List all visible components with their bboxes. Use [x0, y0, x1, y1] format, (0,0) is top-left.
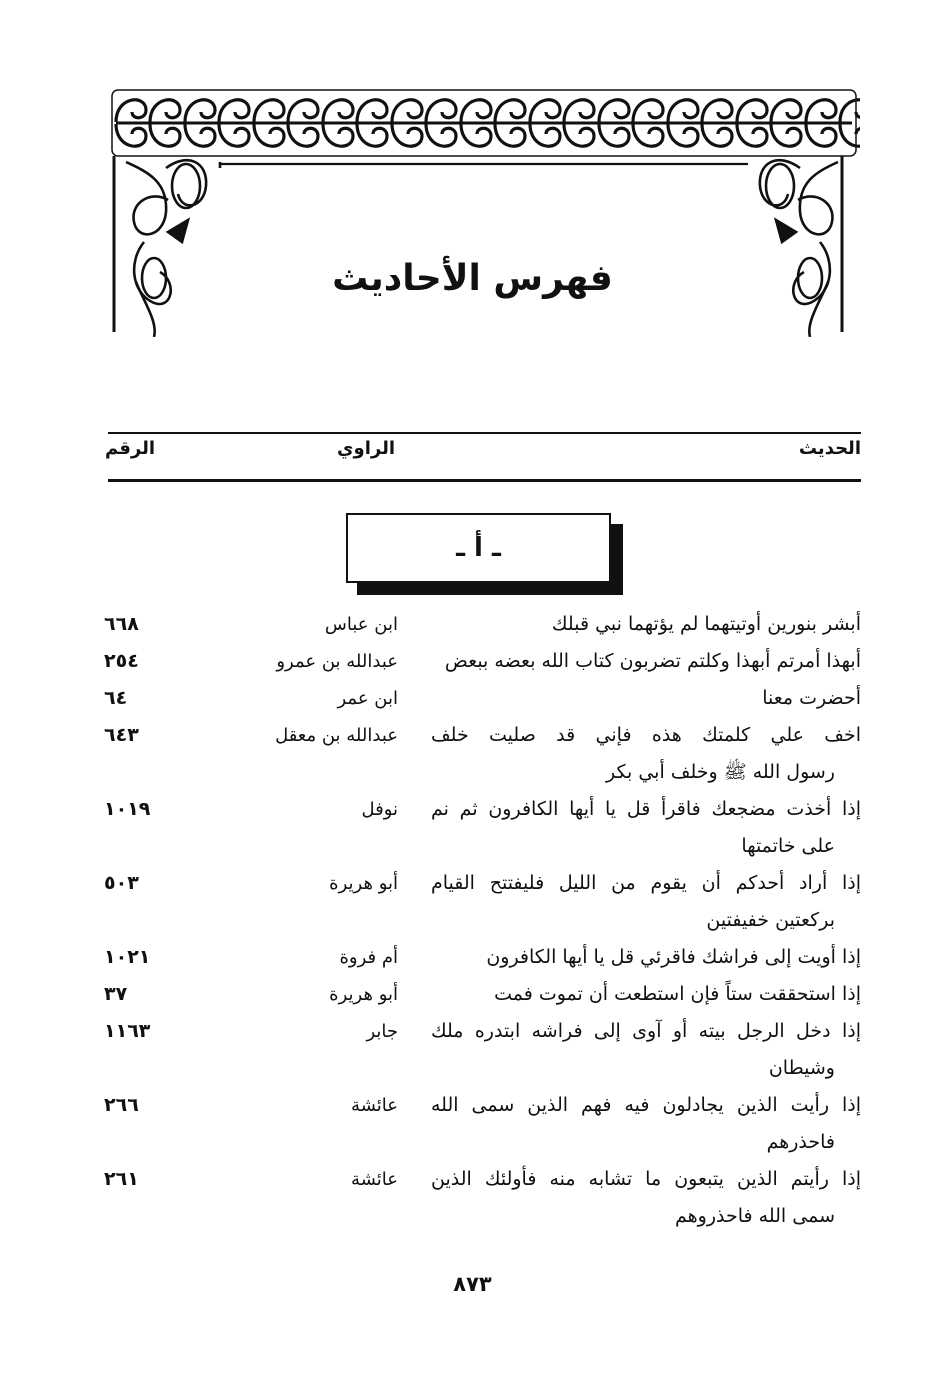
hadith-text — [431, 865, 861, 939]
hadith-number: ٢٦٦ — [104, 1094, 139, 1116]
hadith-line: إذا أراد أحدكم أن يقوم من الليل فليفتتح القيام — [431, 872, 861, 894]
section-letter: ـ أ ـ — [456, 533, 501, 563]
column-header-hadith: الحديث — [798, 438, 861, 459]
narrator-name: عبدالله بن معقل — [275, 725, 398, 746]
hadith-line: إذا رأيتم الذين يتبعون ما تشابه منه فأولئك الذين — [431, 1168, 861, 1190]
index-entry — [0, 1161, 945, 1235]
hadith-text — [431, 1087, 861, 1161]
hadith-line: إذا أخذت مضجعك فاقرأ قل يا أيها الكافرون ثم نم — [431, 798, 861, 820]
hadith-line: رسول الله ﷺ وخلف أبي بكر — [606, 761, 835, 783]
hadith-text — [431, 1013, 861, 1087]
narrator-name: أبو هريرة — [329, 984, 398, 1005]
narrator-name: أبو هريرة — [329, 873, 398, 894]
page-title: فهرس الأحاديث — [332, 258, 613, 299]
hadith-text — [431, 976, 861, 1013]
hadith-number: ٢٥٤ — [104, 650, 139, 672]
narrator-name: ابن عباس — [324, 614, 398, 635]
hadith-number: ٣٧ — [104, 983, 128, 1005]
index-entry — [0, 939, 945, 976]
header-top-rule — [108, 432, 861, 434]
column-header-narrator: الراوي — [337, 438, 395, 459]
header-bottom-rule — [108, 479, 861, 482]
hadith-text — [431, 680, 861, 717]
hadith-line: أحضرت معنا — [762, 687, 861, 709]
hadith-number: ٦٤ — [104, 687, 128, 709]
index-entry — [0, 1013, 945, 1087]
index-entry — [0, 606, 945, 643]
hadith-number: ٢٦١ — [104, 1168, 139, 1190]
hadith-number: ١١٦٣ — [104, 1020, 151, 1042]
section-letter-box — [346, 513, 611, 583]
hadith-text — [431, 939, 861, 976]
column-header-number: الرقم — [105, 438, 156, 459]
narrator-name: ابن عمر — [337, 688, 398, 709]
hadith-text — [431, 643, 861, 680]
hadith-text — [431, 1161, 861, 1235]
hadith-text — [431, 717, 861, 791]
hadith-line: على خاتمتها — [741, 835, 835, 857]
narrator-name: نوفل — [361, 799, 398, 820]
hadith-line: بركعتين خفيفتين — [706, 909, 835, 931]
hadith-line: إذا دخل الرجل بيته أو آوى إلى فراشه ابتدره ملك — [431, 1020, 861, 1042]
narrator-name: أم فروة — [339, 947, 398, 968]
hadith-number: ٦٤٣ — [104, 724, 139, 746]
hadith-line: أبهذا أمرتم أبهذا وكلتم تضربون كتاب الله بعضه ببعض — [444, 650, 861, 672]
hadith-line: إذا استحققت ستاً فإن استطعت أن تموت فمت — [494, 983, 861, 1005]
index-entry — [0, 791, 945, 865]
index-entry — [0, 643, 945, 680]
hadith-line: اخف علي كلمتك هذه فإني قد صليت خلف — [431, 724, 861, 746]
hadith-line: وشيطان — [768, 1057, 835, 1079]
hadith-line: إذا رأيت الذين يجادلون فيه فهم الذين سمى الله — [431, 1094, 861, 1116]
page-number: ٨٧٣ — [453, 1272, 492, 1296]
hadith-line: سمى الله فاحذروهم — [675, 1205, 835, 1227]
hadith-number: ١٠٢١ — [104, 946, 151, 968]
hadith-number: ٥٠٣ — [104, 872, 139, 894]
hadith-text — [431, 791, 861, 865]
narrator-name: عائشة — [351, 1169, 398, 1190]
hadith-index-list — [0, 606, 945, 1235]
hadith-number: ١٠١٩ — [104, 798, 151, 820]
hadith-line: أبشر بنورين أوتيتهما لم يؤتهما نبي قبلك — [551, 613, 861, 635]
hadith-line: فاحذرهم — [766, 1131, 835, 1153]
index-entry — [0, 865, 945, 939]
index-entry — [0, 1087, 945, 1161]
narrator-name: عبدالله بن عمرو — [276, 651, 398, 672]
narrator-name: جابر — [366, 1021, 398, 1042]
hadith-text — [431, 606, 861, 643]
narrator-name: عائشة — [351, 1095, 398, 1116]
hadith-number: ٦٦٨ — [104, 613, 139, 635]
index-entry — [0, 717, 945, 791]
index-entry — [0, 976, 945, 1013]
index-entry — [0, 680, 945, 717]
hadith-line: إذا أويت إلى فراشك فاقرئي قل يا أيها الكافرون — [486, 946, 861, 968]
